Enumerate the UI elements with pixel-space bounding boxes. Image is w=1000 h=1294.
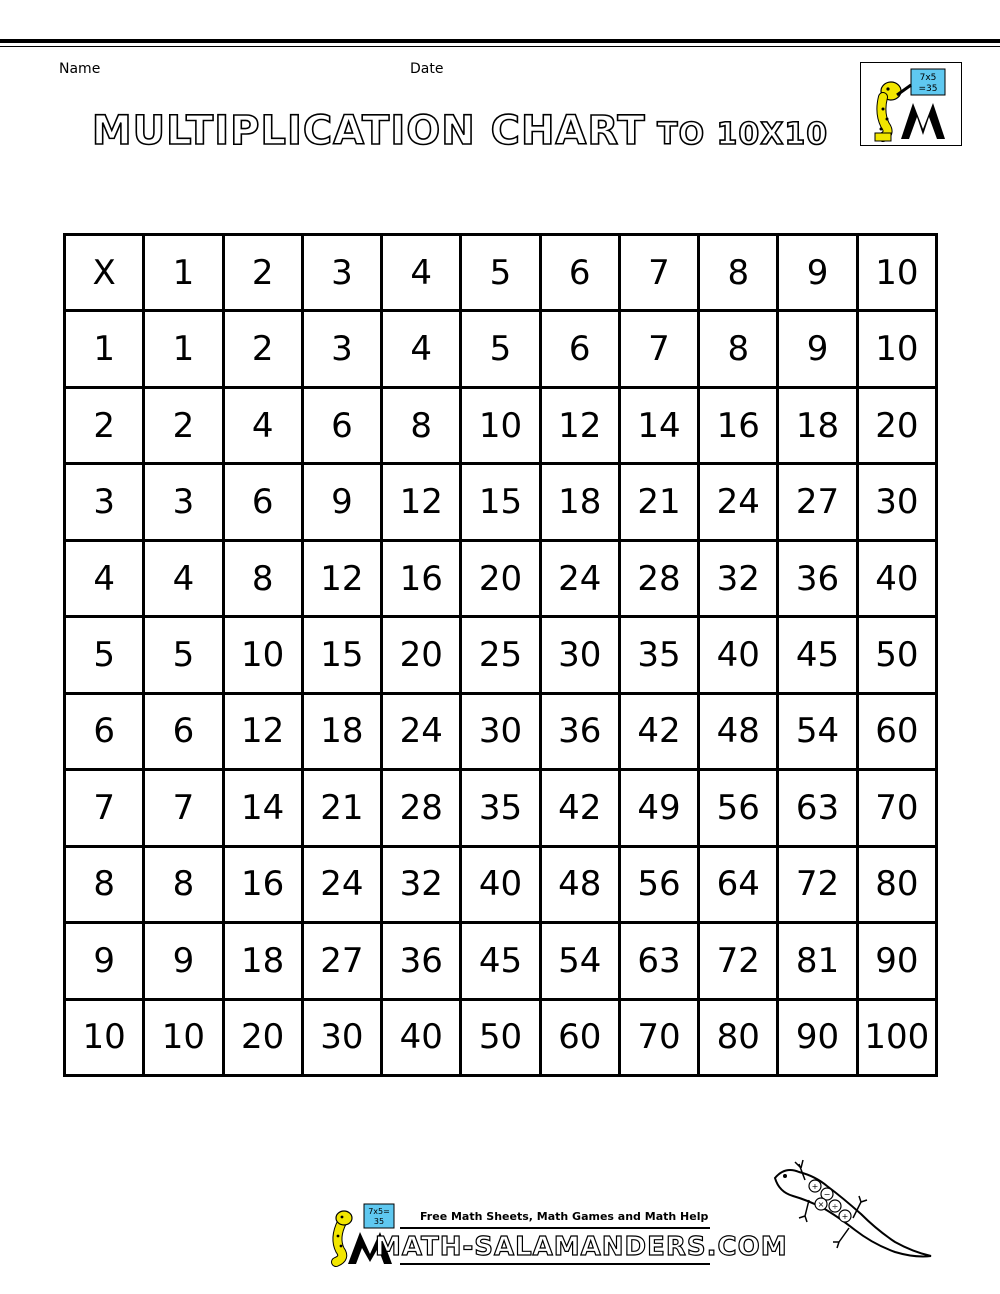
header-cell: 8 — [699, 235, 778, 311]
product-cell: 10 — [461, 387, 540, 463]
product-cell: 12 — [223, 693, 302, 769]
product-cell: 28 — [382, 770, 461, 846]
product-cell: 8 — [699, 311, 778, 387]
title-sub: TO 10X10 — [645, 117, 829, 152]
date-label: Date — [410, 61, 444, 77]
row-label: 7 — [65, 770, 144, 846]
product-cell: 10 — [144, 999, 223, 1075]
product-cell: 9 — [778, 311, 857, 387]
product-cell: 72 — [699, 923, 778, 999]
product-cell: 14 — [619, 387, 698, 463]
product-cell: 40 — [461, 846, 540, 922]
svg-text:−: − — [823, 1190, 831, 1199]
product-cell: 10 — [223, 617, 302, 693]
salamander-illustration — [765, 1158, 935, 1268]
table-row — [65, 693, 937, 769]
product-cell: 80 — [857, 846, 936, 922]
product-cell: 63 — [778, 770, 857, 846]
product-cell: 5 — [144, 617, 223, 693]
header-cell: 6 — [540, 235, 619, 311]
product-cell: 45 — [461, 923, 540, 999]
product-cell: 16 — [699, 387, 778, 463]
product-cell: 81 — [778, 923, 857, 999]
product-cell: 18 — [778, 387, 857, 463]
logo-equation-line1: 7x5 — [919, 73, 937, 83]
table-row — [65, 999, 937, 1075]
product-cell: 14 — [223, 770, 302, 846]
product-cell: 6 — [540, 311, 619, 387]
product-cell: 35 — [619, 617, 698, 693]
product-cell: 60 — [857, 693, 936, 769]
product-cell: 90 — [857, 923, 936, 999]
title-main: MULTIPLICATION CHART — [91, 108, 646, 154]
product-cell: 15 — [461, 464, 540, 540]
product-cell: 25 — [461, 617, 540, 693]
table-row — [65, 617, 937, 693]
product-cell: 6 — [223, 464, 302, 540]
product-cell: 2 — [144, 387, 223, 463]
product-cell: 50 — [461, 999, 540, 1075]
product-cell: 35 — [461, 770, 540, 846]
product-cell: 56 — [699, 770, 778, 846]
product-cell: 32 — [699, 540, 778, 616]
product-cell: 64 — [699, 846, 778, 922]
product-cell: 20 — [223, 999, 302, 1075]
row-label: 4 — [65, 540, 144, 616]
product-cell: 8 — [223, 540, 302, 616]
svg-text:+: + — [811, 1182, 819, 1191]
product-cell: 2 — [223, 311, 302, 387]
product-cell: 24 — [302, 846, 381, 922]
product-cell: 16 — [223, 846, 302, 922]
table-row — [65, 923, 937, 999]
header-cell: 3 — [302, 235, 381, 311]
product-cell: 24 — [540, 540, 619, 616]
name-label: Name — [59, 61, 101, 77]
header-cell: 1 — [144, 235, 223, 311]
row-label: 8 — [65, 846, 144, 922]
product-cell: 3 — [144, 464, 223, 540]
product-cell: 30 — [857, 464, 936, 540]
product-cell: 24 — [382, 693, 461, 769]
product-cell: 4 — [223, 387, 302, 463]
product-cell: 27 — [778, 464, 857, 540]
product-cell: 7 — [144, 770, 223, 846]
product-cell: 36 — [540, 693, 619, 769]
svg-text:÷: ÷ — [831, 1202, 839, 1211]
product-cell: 48 — [699, 693, 778, 769]
product-cell: 6 — [302, 387, 381, 463]
product-cell: 90 — [778, 999, 857, 1075]
product-cell: 30 — [540, 617, 619, 693]
product-cell: 12 — [382, 464, 461, 540]
product-cell: 20 — [857, 387, 936, 463]
row-label: 1 — [65, 311, 144, 387]
page-title — [0, 108, 920, 154]
product-cell: 5 — [461, 311, 540, 387]
product-cell: 24 — [699, 464, 778, 540]
product-cell: 72 — [778, 846, 857, 922]
header-cell: 7 — [619, 235, 698, 311]
table-row — [65, 540, 937, 616]
product-cell: 16 — [382, 540, 461, 616]
product-cell: 70 — [857, 770, 936, 846]
multiplication-table — [63, 233, 938, 1077]
product-cell: 8 — [144, 846, 223, 922]
product-cell: 30 — [461, 693, 540, 769]
footer-equation-line2: 35 — [373, 1217, 385, 1226]
product-cell: 10 — [857, 311, 936, 387]
header-cell: 10 — [857, 235, 936, 311]
header-cell: 5 — [461, 235, 540, 311]
product-cell: 20 — [382, 617, 461, 693]
footer-site-name: MATH-SALAMANDERS.COM — [375, 1232, 788, 1262]
row-label: 3 — [65, 464, 144, 540]
table-row — [65, 770, 937, 846]
table-row — [65, 846, 937, 922]
product-cell: 36 — [778, 540, 857, 616]
product-cell: 21 — [619, 464, 698, 540]
header-cell: 4 — [382, 235, 461, 311]
product-cell: 12 — [302, 540, 381, 616]
product-cell: 27 — [302, 923, 381, 999]
product-cell: 54 — [778, 693, 857, 769]
table-row — [65, 387, 937, 463]
product-cell: 80 — [699, 999, 778, 1075]
product-cell: 21 — [302, 770, 381, 846]
product-cell: 49 — [619, 770, 698, 846]
product-cell: 20 — [461, 540, 540, 616]
product-cell: 32 — [382, 846, 461, 922]
svg-text:×: × — [817, 1200, 825, 1209]
table-row — [65, 311, 937, 387]
product-cell: 40 — [857, 540, 936, 616]
svg-text:+: + — [841, 1212, 849, 1221]
product-cell: 42 — [619, 693, 698, 769]
product-cell: 60 — [540, 999, 619, 1075]
header-cell: 2 — [223, 235, 302, 311]
footer-equation-line1: 7x5= — [368, 1207, 390, 1216]
product-cell: 30 — [302, 999, 381, 1075]
product-cell: 63 — [619, 923, 698, 999]
product-cell: 12 — [540, 387, 619, 463]
top-rule-thin — [0, 46, 1000, 47]
product-cell: 4 — [144, 540, 223, 616]
top-rule — [0, 39, 1000, 43]
product-cell: 9 — [302, 464, 381, 540]
product-cell: 8 — [382, 387, 461, 463]
product-cell: 18 — [223, 923, 302, 999]
corner-cell: X — [65, 235, 144, 311]
footer-tagline: Free Math Sheets, Math Games and Math Help — [420, 1210, 709, 1223]
salamander-icon — [765, 1158, 935, 1268]
product-cell: 40 — [382, 999, 461, 1075]
product-cell: 70 — [619, 999, 698, 1075]
product-cell: 56 — [619, 846, 698, 922]
product-cell: 4 — [382, 311, 461, 387]
row-label: 6 — [65, 693, 144, 769]
product-cell: 6 — [144, 693, 223, 769]
product-cell: 45 — [778, 617, 857, 693]
product-cell: 28 — [619, 540, 698, 616]
product-cell: 18 — [302, 693, 381, 769]
row-label: 9 — [65, 923, 144, 999]
row-label: 2 — [65, 387, 144, 463]
product-cell: 48 — [540, 846, 619, 922]
product-cell: 15 — [302, 617, 381, 693]
product-cell: 18 — [540, 464, 619, 540]
row-label: 5 — [65, 617, 144, 693]
product-cell: 50 — [857, 617, 936, 693]
product-cell: 7 — [619, 311, 698, 387]
product-cell: 9 — [144, 923, 223, 999]
header-cell: 9 — [778, 235, 857, 311]
table-row — [65, 464, 937, 540]
product-cell: 1 — [144, 311, 223, 387]
logo-equation-line2: =35 — [918, 84, 938, 94]
product-cell: 100 — [857, 999, 936, 1075]
product-cell: 42 — [540, 770, 619, 846]
row-label: 10 — [65, 999, 144, 1075]
product-cell: 40 — [699, 617, 778, 693]
product-cell: 3 — [302, 311, 381, 387]
product-cell: 54 — [540, 923, 619, 999]
table-header-row — [65, 235, 937, 311]
product-cell: 36 — [382, 923, 461, 999]
